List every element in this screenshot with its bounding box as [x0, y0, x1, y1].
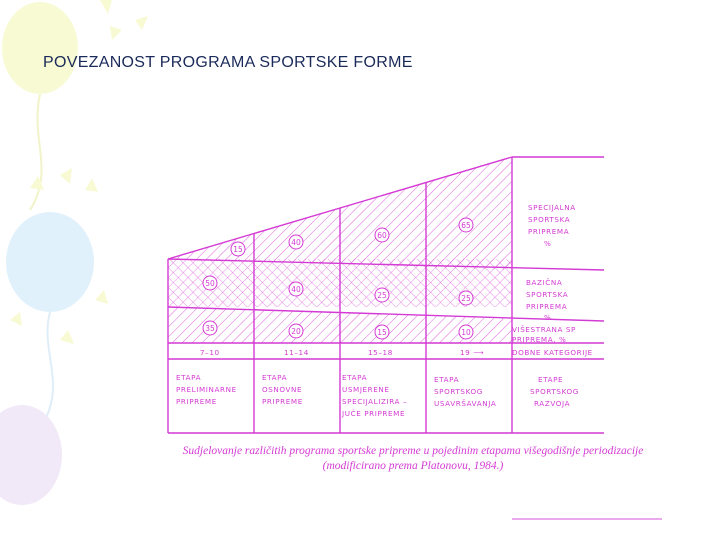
legend-specijalna-line-3: PRIPREMA	[528, 227, 570, 236]
legend-specijalna-line-1: SPECIJALNA	[528, 203, 576, 212]
legend-visestrana-line-1: VIŠESTRANA SP	[512, 325, 576, 334]
legend-specijalna-line-2: SPORTSKA	[528, 215, 571, 224]
age-label-2: 11–14	[284, 348, 309, 357]
value-bazicna-4: 25	[461, 294, 471, 303]
value-visestrana-3: 15	[377, 328, 387, 337]
value-specijalna-1: 15	[233, 245, 243, 254]
value-bazicna-3: 25	[377, 291, 387, 300]
legend-visestrana-line-2: PRIPREMA, %	[512, 335, 567, 344]
stage-1-line-3: PRIPREME	[176, 397, 217, 406]
stage-2-line-1: ETAPA	[262, 373, 288, 382]
stage-4-line-3: USAVRŠAVANJA	[434, 399, 497, 408]
slide-title: POVEZANOST PROGRAMA SPORTSKE FORME	[43, 54, 413, 71]
stage-header-line-2: SPORTSKOG	[530, 387, 579, 396]
value-visestrana-4: 10	[461, 328, 471, 337]
value-bazicna-1: 50	[205, 279, 215, 288]
stage-3-line-2: USMJERENE	[342, 385, 390, 394]
stage-2-line-3: PRIPREME	[262, 397, 303, 406]
stage-4-line-1: ETAPA	[434, 375, 460, 384]
legend-bazicna-line-3: PRIPREMA	[526, 302, 568, 311]
stage-4-line-2: SPORTSKOG	[434, 387, 483, 396]
figure-caption	[143, 444, 683, 474]
value-specijalna-4: 65	[461, 221, 471, 230]
legend-bazicna-line-2: SPORTSKA	[526, 290, 569, 299]
value-specijalna-2: 40	[291, 238, 301, 247]
stage-1-line-1: ETAPA	[176, 373, 202, 382]
stage-3-line-3: SPECIJALIZIRA –	[342, 397, 408, 406]
value-bazicna-2: 40	[291, 285, 301, 294]
value-visestrana-2: 20	[291, 327, 301, 336]
value-visestrana-1: 35	[205, 324, 215, 333]
age-label-4: 19 ⟶	[460, 348, 485, 357]
caption-line-2: (modificirano prema Platonovu, 1984.)	[322, 460, 504, 472]
stage-1-line-2: PRELIMINARNE	[176, 385, 237, 394]
legend-bazicna-line-4: %	[544, 313, 552, 322]
value-specijalna-3: 60	[377, 231, 387, 240]
stage-3-line-1: ETAPA	[342, 373, 368, 382]
age-header: DOBNE KATEGORIJE	[512, 348, 593, 357]
stage-2-line-2: OSNOVNE	[262, 385, 303, 394]
age-label-3: 15–18	[368, 348, 393, 357]
caption-line-1: Sudjelovanje različitih programa sportske pripreme u pojedinim etapama višegodišnje periodizacije	[182, 445, 644, 457]
legend-specijalna-line-4: %	[544, 239, 552, 248]
stage-header-line-3: RAZVOJA	[534, 399, 571, 408]
stage-header-line-1: ETAPE	[538, 375, 564, 384]
age-label-1: 7–10	[200, 348, 220, 357]
legend-bazicna-line-1: BAZIČNA	[526, 278, 563, 287]
stage-3-line-4: JUĆE PRIPREME	[342, 409, 406, 418]
